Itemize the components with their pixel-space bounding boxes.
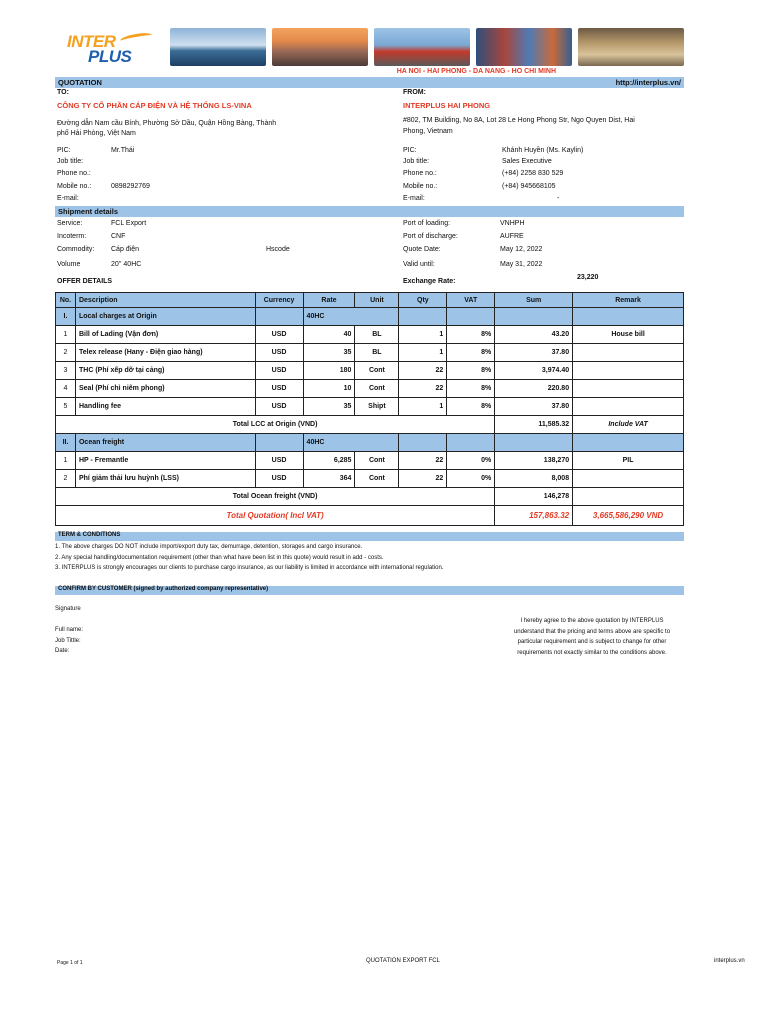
terms-list (55, 542, 444, 574)
grand-total-row (56, 506, 684, 526)
section-container: 40HC (303, 308, 399, 326)
total-lcc-row (56, 416, 684, 434)
table-row (56, 362, 684, 380)
commodity-label: Commodity: (57, 246, 95, 253)
agreement-line: requirements not exactly similar to the conditions above. (517, 649, 667, 656)
row-desc: HP - Fremantle (75, 452, 255, 470)
row-desc: Seal (Phí chì niêm phong) (75, 380, 255, 398)
row-no: 2 (56, 344, 76, 362)
row-sum: 43.20 (495, 326, 573, 344)
from-address-1: #802, TM Building, No 8A, Lot 28 Le Hong Phong Str, Ngo Quyen Dist, Hai (403, 117, 635, 124)
logo-text-inter: INTER (67, 32, 116, 51)
row-remark (573, 470, 684, 488)
table-header-row (56, 293, 684, 308)
valid-until-value: May 31, 2022 (500, 261, 543, 268)
to-pic-label: PIC: (57, 147, 71, 154)
row-rate: 10 (303, 380, 355, 398)
to-mobile-label: Mobile no.: (57, 183, 92, 190)
pod-label: Port of discharge: (403, 233, 458, 240)
full-name-label: Full name: (55, 627, 84, 633)
volume-value: 20'' 40HC (111, 261, 142, 268)
section-container: 40HC (303, 434, 399, 452)
col-unit: Unit (355, 293, 399, 308)
row-remark (573, 344, 684, 362)
row-desc: THC (Phí xếp dỡ tại cảng) (75, 362, 255, 380)
from-mobile: (+84) 945668105 (502, 183, 556, 190)
row-no: 4 (56, 380, 76, 398)
hscode-label: Hscode (266, 246, 290, 253)
term-item: 2. Any special handling/documentation requirement (other than what have been list in this quote) would result in add - costs. (55, 554, 384, 561)
row-remark: House bill (573, 326, 684, 344)
row-unit: Cont (355, 452, 399, 470)
row-vat: 8% (447, 362, 495, 380)
row-currency: USD (255, 398, 303, 416)
row-rate: 35 (303, 344, 355, 362)
row-currency: USD (255, 344, 303, 362)
row-unit: Shipt (355, 398, 399, 416)
from-job-label: Job title: (403, 158, 430, 165)
commodity-value: Cáp điện (111, 246, 140, 253)
row-sum: 3,974.40 (495, 362, 573, 380)
row-sum: 37.80 (495, 344, 573, 362)
row-vat: 0% (447, 470, 495, 488)
col-description: Description (75, 293, 255, 308)
term-item: 1. The above charges DO NOT include import/export duty tax, demurrage, detention, storages and cargo insurance. (55, 544, 363, 550)
row-sum: 37.80 (495, 398, 573, 416)
row-no: 1 (56, 326, 76, 344)
quotation-title: QUOTATION (58, 78, 102, 87)
row-qty: 1 (399, 326, 447, 344)
signature-label: Signature (55, 606, 81, 612)
from-phone-label: Phone no.: (403, 170, 437, 177)
to-company: CÔNG TY CỔ PHẦN CÁP ĐIỆN VÀ HỆ THỐNG LS-VINA (57, 101, 252, 110)
from-email-label: E-mail: (403, 195, 425, 202)
row-no: 3 (56, 362, 76, 380)
to-mobile: 0898292769 (111, 183, 150, 190)
col-sum: Sum (495, 293, 573, 308)
row-unit: Cont (355, 362, 399, 380)
exchange-rate-label: Exchange Rate: (403, 278, 456, 285)
row-vat: 8% (447, 344, 495, 362)
to-pic: Mr.Thái (111, 147, 135, 154)
shipment-details-bar (55, 206, 684, 217)
from-pic-label: PIC: (403, 147, 417, 154)
row-currency: USD (255, 470, 303, 488)
grand-total-sum: 157,863.32 (495, 506, 573, 526)
section-title: Ocean freight (75, 434, 255, 452)
total-lcc-label: Total LCC at Origin (VND) (56, 416, 495, 434)
row-currency: USD (255, 380, 303, 398)
table-row (56, 344, 684, 362)
logo-text-plus: PLUS (88, 47, 132, 66)
job-title-label: Job Tittle: (55, 637, 81, 644)
total-ocean-row (56, 488, 684, 506)
row-remark: PIL (573, 452, 684, 470)
row-no: 5 (56, 398, 76, 416)
logo-swoosh-icon (120, 31, 153, 44)
to-address-2: phố Hải Phòng, Việt Nam (57, 130, 136, 137)
row-rate: 180 (303, 362, 355, 380)
row-sum: 8,008 (495, 470, 573, 488)
office-tagline: HA NOI - HAI PHONG - DA NANG - HO CHI MINH (396, 68, 556, 75)
row-currency: USD (255, 452, 303, 470)
service-value: FCL Export (111, 220, 147, 227)
incoterm-value: CNF (111, 233, 126, 240)
row-sum: 138,270 (495, 452, 573, 470)
pol-value: VNHPH (500, 220, 525, 227)
row-vat: 8% (447, 398, 495, 416)
truck-photo (374, 28, 470, 66)
incoterm-label: Incoterm: (57, 233, 87, 240)
row-rate: 364 (303, 470, 355, 488)
row-unit: BL (355, 344, 399, 362)
table-row (56, 326, 684, 344)
confirm-title: CONFIRM BY CUSTOMER (signed by authorized company representative) (58, 586, 269, 592)
terms-bar (55, 532, 684, 541)
service-label: Service: (57, 220, 83, 227)
row-unit: Cont (355, 470, 399, 488)
ship-photo (170, 28, 266, 66)
total-lcc-remark: Include VAT (573, 416, 684, 434)
quotation-bar (55, 77, 684, 88)
from-pic: Khánh Huyền (Ms. Kaylin) (502, 147, 584, 154)
row-rate: 35 (303, 398, 355, 416)
quote-date-value: May 12, 2022 (500, 246, 543, 253)
table-row (56, 380, 684, 398)
from-job: Sales Executive (502, 158, 552, 165)
agreement-line: particular requirement and is subject to change for other (517, 639, 667, 645)
col-remark: Remark (573, 293, 684, 308)
from-label: FROM: (403, 89, 426, 96)
total-lcc-sum: 11,585.32 (495, 416, 573, 434)
row-vat: 0% (447, 452, 495, 470)
from-address-2: Phong, Vietnam (403, 128, 453, 135)
agreement-text (500, 616, 684, 658)
row-currency: USD (255, 326, 303, 344)
offer-details-label: OFFER DETAILS (57, 278, 113, 285)
interplus-logo (62, 30, 162, 70)
to-address-1: Đường dẫn Nam cầu Bính, Phường Sở Dầu, Quận Hồng Bàng, Thành (57, 120, 277, 127)
row-remark (573, 380, 684, 398)
row-qty: 22 (399, 470, 447, 488)
row-desc: Telex release (Hany - Điện giao hàng) (75, 344, 255, 362)
col-qty: Qty (399, 293, 447, 308)
row-qty: 22 (399, 380, 447, 398)
agreement-line: understand that the pricing and terms above are specific to (513, 628, 671, 635)
grand-total-label: Total Quotation( Incl VAT) (56, 506, 495, 526)
row-qty: 1 (399, 344, 447, 362)
to-phone-label: Phone no.: (57, 170, 91, 177)
total-ocean-sum: 146,278 (495, 488, 573, 506)
term-item: 3. INTERPLUS is strongly encourages our clients to purchase cargo insurance, as our liability is limited in accordance with international regulation. (55, 565, 444, 571)
from-mobile-label: Mobile no.: (403, 183, 438, 190)
from-email: - (557, 195, 560, 202)
page-number: Page 1 of 1 (57, 960, 83, 966)
footer-site: interplus.vn (714, 958, 745, 964)
website-link[interactable]: http://interplus.vn/ (615, 78, 681, 87)
row-vat: 8% (447, 326, 495, 344)
section-title: Local charges at Origin (75, 308, 255, 326)
row-remark (573, 398, 684, 416)
col-vat: VAT (447, 293, 495, 308)
pol-label: Port of loading: (403, 220, 451, 227)
from-company: INTERPLUS HAI PHONG (403, 101, 491, 110)
row-qty: 22 (399, 452, 447, 470)
row-unit: BL (355, 326, 399, 344)
section-no: I. (56, 308, 76, 326)
to-job-label: Job title: (57, 158, 84, 165)
row-no: 2 (56, 470, 76, 488)
col-no: No. (56, 293, 76, 308)
row-rate: 6,285 (303, 452, 355, 470)
row-rate: 40 (303, 326, 355, 344)
section-ocean-freight (56, 434, 684, 452)
row-desc: Bill of Lading (Vận đơn) (75, 326, 255, 344)
quote-date-label: Quote Date: (403, 246, 441, 253)
warehouse-photo (578, 28, 684, 66)
row-vat: 8% (447, 380, 495, 398)
table-row (56, 452, 684, 470)
row-no: 1 (56, 452, 76, 470)
col-rate: Rate (303, 293, 355, 308)
row-desc: Phí giảm thải lưu huỳnh (LSS) (75, 470, 255, 488)
row-unit: Cont (355, 380, 399, 398)
date-label: Date: (55, 648, 70, 654)
shipment-title: Shipment details (58, 207, 119, 216)
section-no: II. (56, 434, 76, 452)
to-label: TO: (57, 89, 69, 96)
airplane-photo (272, 28, 368, 66)
footer-doc-title: QUOTATION EXPORT FCL (366, 958, 440, 964)
terms-title: TERM & CONDITIONS (58, 532, 121, 538)
table-row (56, 398, 684, 416)
to-email-label: E-mail: (57, 195, 79, 202)
row-desc: Handling fee (75, 398, 255, 416)
volume-label: Volume (57, 261, 81, 268)
col-currency: Currency (255, 293, 303, 308)
row-qty: 22 (399, 362, 447, 380)
quotation-table (55, 292, 684, 526)
row-qty: 1 (399, 398, 447, 416)
total-ocean-label: Total Ocean freight (VND) (56, 488, 495, 506)
valid-until-label: Valid until: (403, 261, 435, 268)
confirm-bar (55, 586, 684, 595)
signature-block (55, 604, 83, 657)
row-currency: USD (255, 362, 303, 380)
containers-photo (476, 28, 572, 66)
pod-value: AUFRE (500, 233, 524, 240)
section-local-charges (56, 308, 684, 326)
exchange-rate-value: 23,220 (577, 274, 599, 281)
row-remark (573, 362, 684, 380)
agreement-line: I hereby agree to the above quotation by INTERPLUS (520, 618, 664, 624)
grand-total-vnd: 3,665,586,290 VND (573, 506, 684, 526)
from-phone: (+84) 2258 830 529 (502, 170, 564, 177)
table-row (56, 470, 684, 488)
row-sum: 220.80 (495, 380, 573, 398)
